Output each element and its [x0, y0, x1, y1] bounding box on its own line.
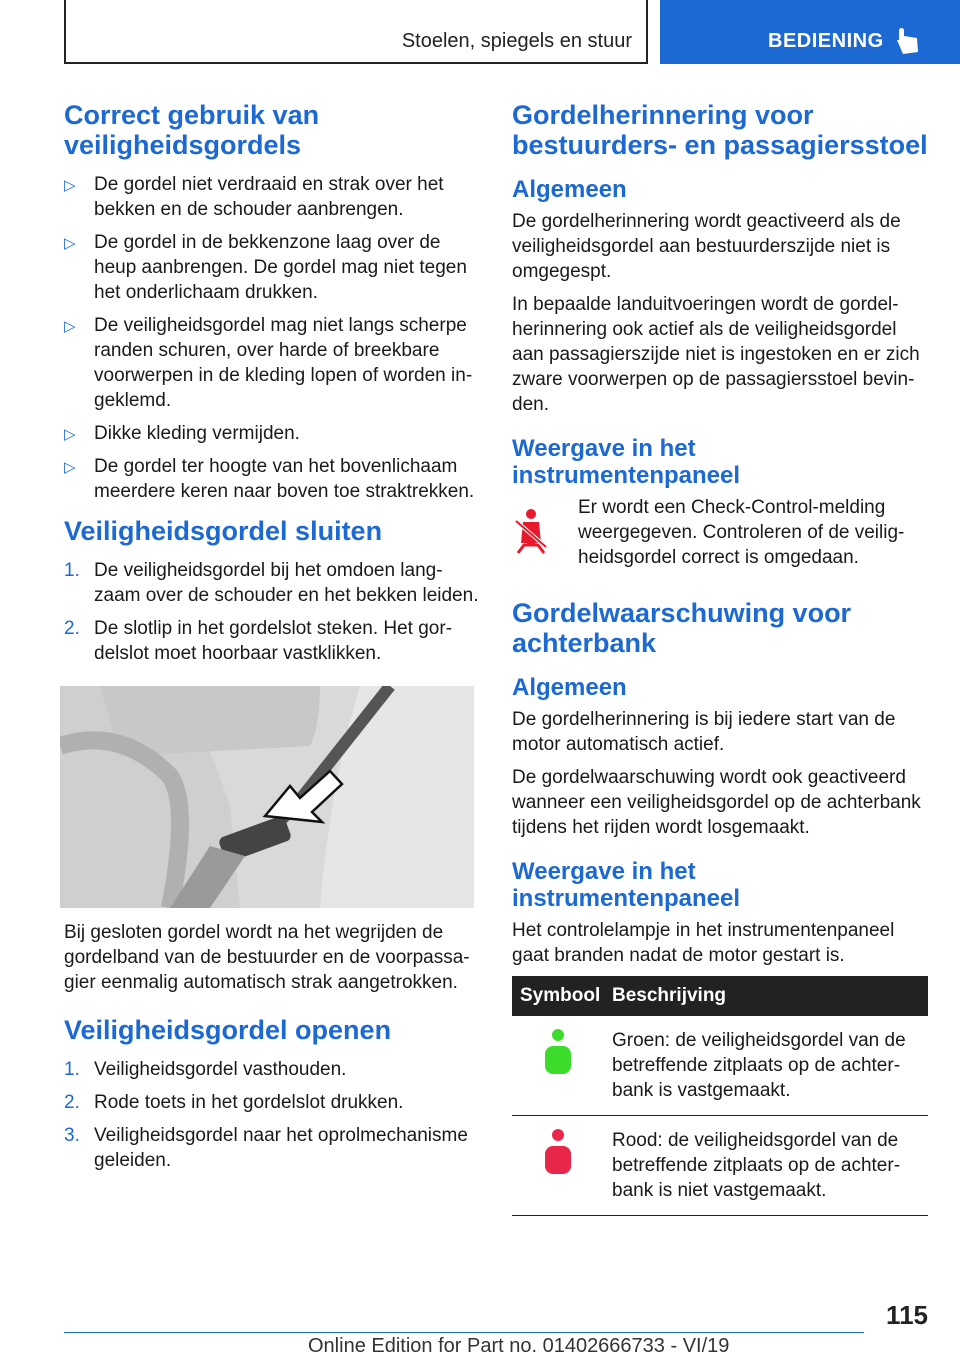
list-item: 1. Veiligheidsgordel vasthouden.	[64, 1059, 347, 1080]
footer-edition: Online Edition for Part no. 01402666733 - VI/19	[308, 1335, 730, 1357]
list-item: 3. Veiligheidsgordel naar het oprolmechanisme geleiden.	[64, 1125, 468, 1171]
col-symbol-header: Symbool	[512, 976, 604, 1016]
list-item: ▷ De veiligheidsgordel mag niet langs scherpe randen schuren, over harde of breekbare voorwerpen in de kleding lopen of worden ingeklemd.	[64, 315, 473, 411]
symbol-table	[512, 976, 928, 1216]
usage-bullet-list	[64, 172, 480, 504]
heading-correct-use: Correct gebruik van veiligheidsgordels	[64, 100, 320, 160]
triangle-bullet-icon: ▷	[64, 235, 76, 252]
symbol-cell	[512, 1016, 604, 1116]
red-seat-occupant-icon	[543, 1128, 573, 1176]
description-cell: Rood: de veiligheidsgordel van de betreffende zitplaats op de achterbank is niet vastgemaakt.	[604, 1116, 928, 1216]
header-section-box	[64, 0, 648, 64]
heading-general-2: Algemeen	[512, 674, 627, 701]
symbol-cell	[512, 1116, 604, 1216]
paragraph: In bepaalde landuitvoeringen wordt de gordelherinnering ook actief als de veiligheidsgordel aan passagierszijde niet is ingestoken en er zich zware voorwerpen op de passagiersstoel bevinden.	[512, 294, 920, 415]
page-number: 115	[886, 1300, 928, 1330]
heading-general-1: Algemeen	[512, 176, 627, 203]
header-chapter-label: BEDIENING	[768, 30, 884, 52]
paragraph: De gordelherinnering wordt geactiveerd als de veiligheidsgordel aan bestuurderszijde niet is omgegespt.	[512, 211, 901, 282]
table-row	[512, 1016, 928, 1116]
right-column	[512, 100, 928, 1216]
hand-pointer-icon	[895, 26, 921, 61]
list-item: ▷ De gordel niet verdraaid en strak over het bekken en de schouder aanbrengen.	[64, 174, 444, 220]
check-control-text: Er wordt een Check-Control-melding weergegeven. Controleren of de veiligheidsgordel correct is omgedaan.	[578, 497, 905, 568]
auto-tension-caption: Bij gesloten gordel wordt na het wegrijden de gordelband van de bestuurder en de voorpassagier eenmalig automatisch strak aangetrokken.	[64, 922, 470, 993]
table-row	[512, 1116, 928, 1216]
paragraph: Het controlelampje in het instrumentenpaneel gaat branden nadat de motor gestart is.	[512, 920, 895, 966]
list-item: ▷ Dikke kleding vermijden.	[64, 421, 480, 446]
heading-display-1: Weergave in het instrumentenpaneel	[512, 435, 741, 489]
heading-reminder-front: Gordelherinnering voor bestuurders- en passagiersstoel	[512, 100, 928, 160]
heading-rear-warning: Gordelwaarschuwing voor achterbank	[512, 598, 852, 658]
description-cell: Groen: de veiligheidsgordel van de betreffende zitplaats op de achterbank is vastgemaakt.	[604, 1016, 928, 1116]
heading-close-belt: Veiligheidsgordel sluiten	[64, 516, 383, 546]
list-item: 1. De veiligheidsgordel bij het omdoen langzaam over de schouder en het bekken leiden.	[64, 560, 479, 606]
triangle-bullet-icon: ▷	[64, 318, 76, 335]
header-section-title: Stoelen, spiegels en stuur	[401, 30, 632, 52]
green-seat-occupant-icon	[543, 1028, 573, 1076]
list-item: ▷ De gordel ter hoogte van het bovenlichaam meerdere keren naar boven toe straktrekken.	[64, 456, 475, 502]
seatbelt-warning-icon	[512, 507, 550, 557]
heading-open-belt: Veiligheidsgordel openen	[64, 1015, 392, 1045]
col-description-header: Beschrijving	[604, 976, 928, 1016]
paragraph: De gordelwaarschuwing wordt ook geactiveerd wanneer een veiligheidsgordel op de achterbank tijdens het rijden wordt losgemaakt.	[512, 767, 921, 838]
triangle-bullet-icon: ▷	[64, 459, 76, 476]
heading-display-2: Weergave in het instrumentenpaneel	[512, 858, 741, 912]
paragraph: De gordelherinnering is bij iedere start van de motor automatisch actief.	[512, 709, 896, 755]
left-column	[64, 100, 480, 1185]
triangle-bullet-icon: ▷	[64, 426, 76, 443]
table-header-row	[512, 976, 928, 1016]
list-item: 2. De slotlip in het gordelslot steken. Het gordelslot moet hoorbaar vastklikken.	[64, 618, 453, 664]
seatbelt-buckle-photo	[60, 686, 474, 908]
footer-divider	[64, 1332, 864, 1333]
close-steps-list	[64, 558, 480, 666]
open-steps-list	[64, 1057, 480, 1173]
list-item: ▷ De gordel in de bekkenzone laag over de heup aanbrengen. De gordel mag niet tegen het onderlichaam drukken.	[64, 232, 467, 303]
header-chapter-tab[interactable]	[660, 0, 960, 64]
list-item: 2. Rode toets in het gordelslot drukken.	[64, 1092, 404, 1113]
check-control-note	[512, 495, 928, 570]
triangle-bullet-icon: ▷	[64, 177, 76, 194]
